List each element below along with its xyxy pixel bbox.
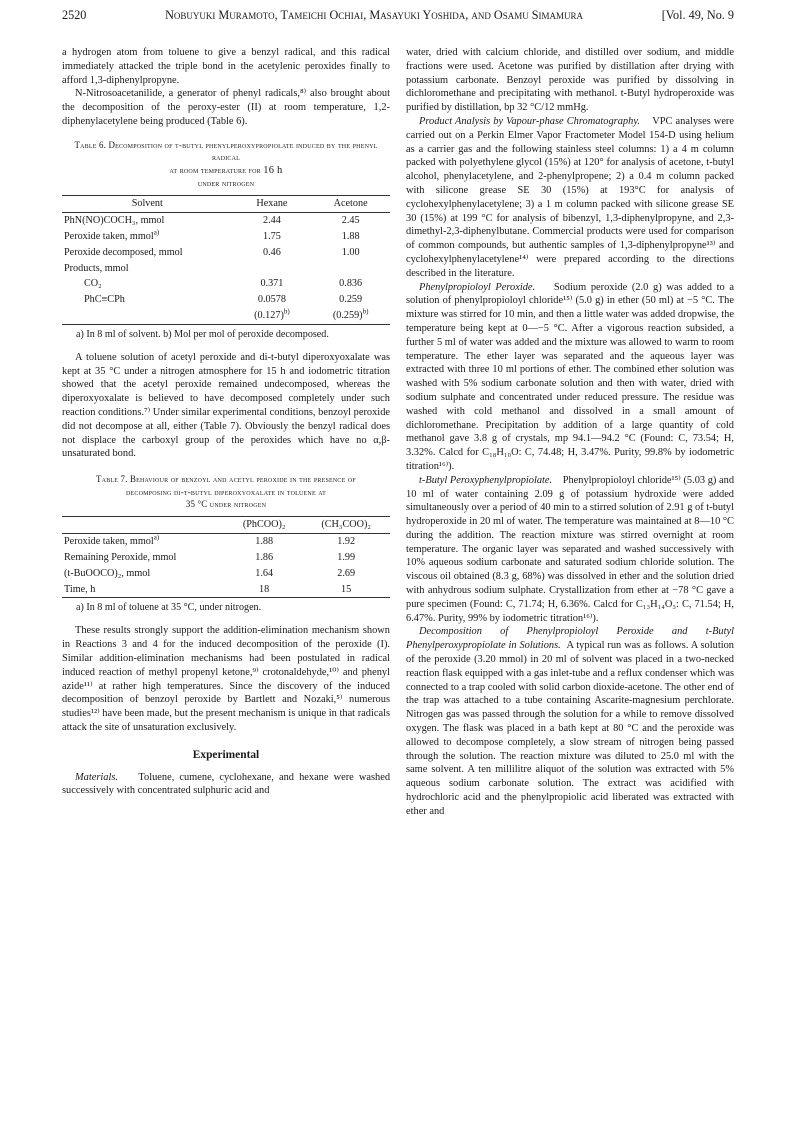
right-column (406, 46, 734, 819)
header-authors: Nobuyuki Muramoto, Tameichi Ochiai, Masayuki Yoshida, and Osamu Simamura (165, 8, 584, 22)
table-header: (CH₃COO)₂ (302, 517, 390, 534)
caption-line: Table 6. Decomposition of t-butyl phenylperoxypropiolate induced by the phenyl radical (74, 139, 378, 163)
caption-line: Table 7. Behaviour of benzoyl and acetyl peroxide in the presence of decomposing di-t-butyl diperoxyoxalate in toluene at (96, 474, 356, 497)
left-column (62, 46, 390, 798)
paragraph-text: Phenylpropioloyl chloride¹⁵⁾ (5.03 g) and 10 ml of water containing 2.09 g of potassium hydroxide were added simultaneously over a period of 40 min to a stirred solution of 2.91 g of t-butyl hydroperoxide in 20 ml of water. The temperature was maintained at 8—10 °C during the addition. The reaction mixture was stirred overnight at room temperature. The organic layer was separated and washed successively with 10% aqueous sodium carbonate and saturated sodium chloride solution. The viscous oil obtained (8.3 g, 68%) was dissolved in ether and the solution dried with anhydrous sodium sulphate. Crystallization from ether at −78 °C gave a pure specimen (Found: C, 71.74; H, 6.36%. Calcd for C₁₃H₁₄O₃: C, 71.54; H, 6.47%. Purity, 99% by iodometric titration¹⁶⁾). (406, 474, 735, 624)
table-row (62, 566, 390, 582)
table-6-footnote: a) In 8 ml of solvent. b) Mol per mol of peroxide decomposed. (76, 328, 329, 340)
run-in-heading: Phenylpropioloyl Peroxide. (419, 281, 536, 293)
table-cell: 1.88 (341, 231, 360, 242)
run-in-heading: Decomposition of Phenylpropioloyl Peroxide and t-Butyl Phenylperoxypropiolate in Solutions. (406, 626, 734, 652)
table-row (62, 308, 390, 324)
paragraph-text: Sodium peroxide (2.0 g) was added to a solution of phenylpropioloyl chloride¹⁵⁾ (5.0 g) in ether (50 ml) at −5 °C. The mixture was stirred for 10 min, and then a little water was added dropwise, the temperature being kept at 0—−5 °C. After a vigorous reaction subsided, a further 5 ml of water was added and the mixture was allowed to warm to room temperature. The ether layer was separated and the aqueous layer was extracted with three 10 ml portions of ether. The combined ether solution was washed with 5% sodium carbonate solution and then with water, dried with sodium sulphate and concentrated under reduced pressure. The residue was washed with cold methanol and dissolved in a small amount of dichloromethane. Precipitation by addition of a large quantity of cold methanol gave 3.8 g of crystals, mp 94.1—94.2 °C (Found: C, 73.54; H, 3.32%. Calcd for C₁₈H₁₀O: C, 74.48; H, 3.47%. Purity, 99.8% by iodometric titration¹⁶⁾). (406, 281, 734, 472)
paragraph (406, 115, 734, 281)
table-cell: 18 (226, 582, 302, 598)
table-header: Hexane (233, 196, 312, 213)
table-cell: Time, h (62, 582, 226, 598)
table-cell: Peroxide taken, mmol$^{a)}$ (64, 533, 160, 548)
table-cell: 1.64 (255, 567, 274, 579)
table-7-caption (62, 473, 390, 510)
table-cell: 2.69 (337, 567, 356, 579)
table-cell: Peroxide taken, mmol$^{a)}$ (64, 228, 160, 242)
table-row (62, 582, 390, 598)
table-header (62, 517, 226, 534)
section-heading: Experimental (192, 748, 260, 761)
table-cell: 0.259 (339, 294, 363, 306)
table-row (62, 534, 390, 550)
table-cell: Products, mmol (64, 262, 129, 274)
table-cell: $(0.127)^{b)}$ (233, 308, 312, 324)
table-cell: 1.75 (262, 231, 281, 242)
table-cell: Remaining Peroxide, mmol (64, 551, 177, 563)
table-cell: 15 (302, 582, 390, 598)
header-journal: [Vol. 49, No. 9 (661, 8, 734, 22)
table-cell: (t-BuOOCO)₂, mmol (64, 567, 151, 579)
table-cell: 0.46 (262, 246, 281, 258)
paragraph: a hydrogen atom from toluene to give a benzyl radical, and this radical immediately attacked the triple bond in the acetylenic peroxides finally to afford 1,3-diphenylpropyne. (62, 47, 390, 86)
paragraph: N-Nitrosoacetanilide, a generator of phenyl radicals,⁸⁾ also brought about the decomposition of the peroxy-ester (II) at room temperature, 1,2-diphenylacetylene being produced (Table 6). (62, 88, 390, 127)
caption-line: under nitrogen (197, 178, 255, 188)
table-cell: PhC≡CPh (84, 294, 125, 306)
paragraph (62, 771, 390, 799)
table-cell: 1.00 (341, 246, 360, 258)
table-cell: 1.86 (255, 551, 274, 563)
table-row (62, 229, 390, 245)
table-row (62, 213, 390, 229)
paragraph (406, 625, 734, 818)
table-cell: 1.92 (337, 536, 356, 548)
table-header: (PhCOO)₂ (226, 517, 302, 534)
table-7-footnote: a) In 8 ml of toluene at 35 °C, under nitrogen. (76, 602, 262, 614)
page-number: 2520 (62, 8, 87, 22)
paragraph (406, 281, 734, 474)
caption-line: 35 °C under nitrogen (185, 498, 267, 509)
table-cell: 0.836 (339, 278, 363, 290)
caption-time: 16 h (263, 164, 283, 176)
paragraph-text: VPC analyses were carried out on a Perkin Elmer Vapor Fractometer Model 154-D using helium as a carrier gas and the following stainless steel columns: 1) a 4 m column packed with polyethylene glycol (15%) at 120° for analysis of acetone, t-butyl alcohol, phenylacetylene, and 2-phenylpropene; 2) a 0.4 m column packed with silicone grease SE 30 (15%) at 193°C for analysis of cyclohexylphenylacetylene; 3) a 1 m column packed with silicone grease SE 30 (15%) at 199 °C for analysis of bibenzyl, 1,3-diphenylpropyne, and 2,3-dimethyl-2,3-diphenylbutane. Commercial products were used for comparison of common compounds, but authentic samples of 1,3-diphenylpropyne¹³⁾ and cyclohexylphenylacetylene¹⁴⁾ were prepared according to the directions described in the literature. (406, 115, 734, 279)
paragraph-text: A typical run was as follows. A solution of the peroxide (3.20 mmol) in 20 ml of solvent was placed in a two-necked reaction flask equipped with a gas inlet-tube and a reflux condenser which was connected to a trap cooled with solid carbon dioxide-acetone. The other end of the trap was attached to a tube containing Ascarite-magnesium perchlorate. Nitrogen gas was passed through the solution for a while to remove dissolved oxygen. The flask was placed in a bath kept at 80 °C and the peroxide was allowed to decompose completely, a slow stream of nitrogen being passed through the solution. The reaction mixture was diluted to 25.0 ml with the same solvent. A ten millilitre aliquot of the solution was extracted with 5% aqueous sodium carbonate solution. The extract was acidified with hydrochloric acid and the phenylpropiolic acid liberated was extracted with ether and (406, 640, 734, 817)
paragraph: water, dried with calcium chloride, and distilled over sodium, and middle fractions were used. Acetone was purified by distillation after drying with potassium carbonate. Benzoyl peroxide was purified by dissolving in dichloromethane and precipitating with methanol. t-Butyl hydroperoxide was purified by distillation, bp 32 °C/12 mmHg. (406, 47, 734, 114)
table-cell (311, 261, 390, 277)
table-cell (233, 261, 312, 277)
paragraph: These results strongly support the addition-elimination mechanism shown in Reactions 3 and 4 for the induced decomposition of the peroxide (I). Similar addition-elimination mechanisms had been postulated in radical induced reaction of methyl propenyl ketone,⁹⁾ crotonaldehyde,¹⁰⁾ and phenyl azide¹¹⁾ at rather high temperatures. Since the discovery of the induced decomposition of benzoyl peroxide by Bartlett and Nozaki,⁵⁾ numerous studies¹²⁾ have been made, but the present mechanism is unique in that radicals attack the site of unsaturation exclusively. (62, 625, 390, 733)
table-cell: 2.44 (262, 215, 281, 227)
table-row (62, 261, 390, 277)
paragraph: A toluene solution of acetyl peroxide and di-t-butyl diperoxyoxalate was kept at 35 °C under a nitrogen atmosphere for 15 h and iodometric titration showed that the acetyl peroxide remained undecomposed, whereas the diperoxyoxalate is believed to have decomposed completely under such reaction conditions.⁷⁾ Under similar experimental conditions, benzoyl peroxide did not decompose at all, either (Table 7). Obviously the benzyl radical does not displace the carboxyl group of the peroxides which have no α,β-unsaturated bond. (62, 351, 390, 460)
run-in-heading: Materials. (75, 771, 119, 783)
table-7 (62, 516, 390, 598)
table-row (62, 245, 390, 261)
table-header: Solvent (62, 196, 233, 213)
paragraph-text: Toluene, cumene, cyclohexane, and hexane were washed successively with concentrated sulphuric acid and (62, 771, 391, 797)
caption-text: at room temperature for (169, 164, 261, 175)
table-cell: 2.45 (341, 215, 360, 227)
table-cell: Peroxide decomposed, mmol (64, 246, 183, 258)
table-row (62, 292, 390, 308)
running-header (62, 8, 734, 30)
table-row (62, 550, 390, 566)
table-cell: 1.88 (255, 536, 274, 548)
table-cell: 0.371 (260, 278, 284, 290)
table-cell (62, 308, 233, 324)
table-cell: PhN(NO)COCH₃, mmol (64, 215, 165, 227)
table-cell: 0.0578 (257, 294, 286, 306)
table-cell: $(0.259)^{b)}$ (311, 308, 390, 324)
run-in-heading: Product Analysis by Vapour-phase Chromatography. (419, 115, 640, 127)
paragraph (406, 474, 734, 626)
table-row (62, 276, 390, 292)
table-6 (62, 195, 390, 324)
caption-line (62, 164, 390, 177)
table-header: Acetone (311, 196, 390, 213)
table-6-caption (62, 139, 390, 190)
table-cell: 1.99 (337, 551, 356, 563)
run-in-heading: t-Butyl Peroxyphenylpropiolate. (419, 474, 553, 486)
table-cell: CO₂ (84, 278, 102, 290)
